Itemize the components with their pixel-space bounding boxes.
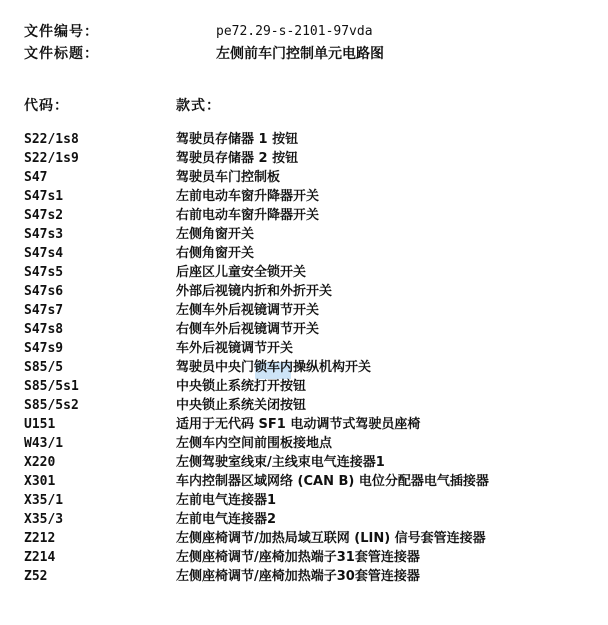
component-code: Z52 (24, 569, 48, 584)
component-code: S47s8 (24, 322, 64, 337)
table-row (24, 206, 594, 225)
component-code: X220 (24, 455, 56, 470)
component-code: X35/3 (24, 512, 64, 527)
component-description: 右侧角窗开关 (176, 246, 255, 261)
component-description: 左侧座椅调节/座椅加热端子30套管连接器 (176, 569, 420, 584)
component-description: 左侧车外后视镜调节开关 (176, 303, 320, 318)
component-description: 左侧角窗开关 (176, 227, 255, 242)
table-row (24, 149, 594, 168)
component-code: X301 (24, 474, 56, 489)
document-title-label: 文件标题： (24, 46, 99, 62)
component-description: 左侧座椅调节/座椅加热端子31套管连接器 (176, 550, 420, 565)
component-description: 后座区儿童安全锁开关 (176, 265, 307, 280)
component-description: 驾驶员中央门锁车内操纵机构开关 (176, 360, 372, 375)
table-header (24, 96, 584, 116)
table-row (24, 282, 594, 301)
component-code: U151 (24, 417, 56, 432)
component-description: 左侧驾驶室线束/主线束电气连接器1 (176, 455, 385, 470)
component-code: S47s4 (24, 246, 64, 261)
component-description: 驾驶员存储器 1 按钮 (176, 132, 299, 147)
table-row (24, 415, 594, 434)
code-column-header: 代码： (24, 98, 69, 114)
component-description: 左前电气连接器1 (176, 493, 277, 508)
document-title-value: 左侧前车门控制单元电路图 (216, 46, 384, 62)
table-row (24, 377, 594, 396)
table-row (24, 225, 594, 244)
component-description: 左前电动车窗升降器开关 (176, 189, 320, 204)
table-row (24, 263, 594, 282)
table-row (24, 491, 594, 510)
component-code: S22/1s8 (24, 132, 79, 147)
component-code: S47 (24, 170, 48, 185)
component-description: 中央锁止系统打开按钮 (176, 379, 307, 394)
component-code: S85/5s1 (24, 379, 79, 394)
component-description: 右侧车外后视镜调节开关 (176, 322, 320, 337)
component-code: S47s3 (24, 227, 64, 242)
component-description: 外部后视镜内折和外折开关 (176, 284, 333, 299)
component-code: Z214 (24, 550, 56, 565)
table-row (24, 358, 594, 377)
table-row (24, 548, 594, 567)
component-description: 驾驶员车门控制板 (176, 170, 281, 185)
component-code: S22/1s9 (24, 151, 79, 166)
table-row (24, 130, 594, 149)
component-code: Z212 (24, 531, 56, 546)
table-row (24, 529, 594, 548)
table-row (24, 396, 594, 415)
table-row (24, 567, 594, 586)
component-code: S47s5 (24, 265, 64, 280)
table-row (24, 187, 594, 206)
component-code: S47s2 (24, 208, 64, 223)
table-row (24, 339, 594, 358)
component-description: 左侧车内空间前围板接地点 (176, 436, 333, 451)
table-row (24, 453, 594, 472)
component-code: X35/1 (24, 493, 64, 508)
component-code: S47s7 (24, 303, 64, 318)
component-code: S85/5 (24, 360, 64, 375)
component-description: 左侧座椅调节/加热局域互联网 (LIN) 信号套管连接器 (176, 531, 486, 546)
component-description: 适用于无代码 SF1 电动调节式驾驶员座椅 (176, 417, 421, 432)
table-row (24, 244, 594, 263)
component-description: 驾驶员存储器 2 按钮 (176, 151, 299, 166)
component-code: S47s6 (24, 284, 64, 299)
component-list (24, 130, 594, 586)
table-row (24, 168, 594, 187)
document-number-value: pe72.29-s-2101-97vda (216, 24, 373, 39)
component-description: 左前电气连接器2 (176, 512, 277, 527)
component-code: W43/1 (24, 436, 64, 451)
table-row (24, 472, 594, 491)
document-number-label: 文件编号： (24, 24, 99, 40)
table-row (24, 510, 594, 529)
style-column-header: 款式： (176, 98, 221, 114)
component-description: 车内控制器区域网络 (CAN B) 电位分配器电气插接器 (176, 474, 489, 489)
component-description: 右前电动车窗升降器开关 (176, 208, 320, 223)
component-code: S47s9 (24, 341, 64, 356)
table-row (24, 434, 594, 453)
table-row (24, 301, 594, 320)
component-description: 车外后视镜调节开关 (176, 341, 294, 356)
component-description: 中央锁止系统关闭按钮 (176, 398, 307, 413)
table-row (24, 320, 594, 339)
component-code: S85/5s2 (24, 398, 79, 413)
component-code: S47s1 (24, 189, 64, 204)
